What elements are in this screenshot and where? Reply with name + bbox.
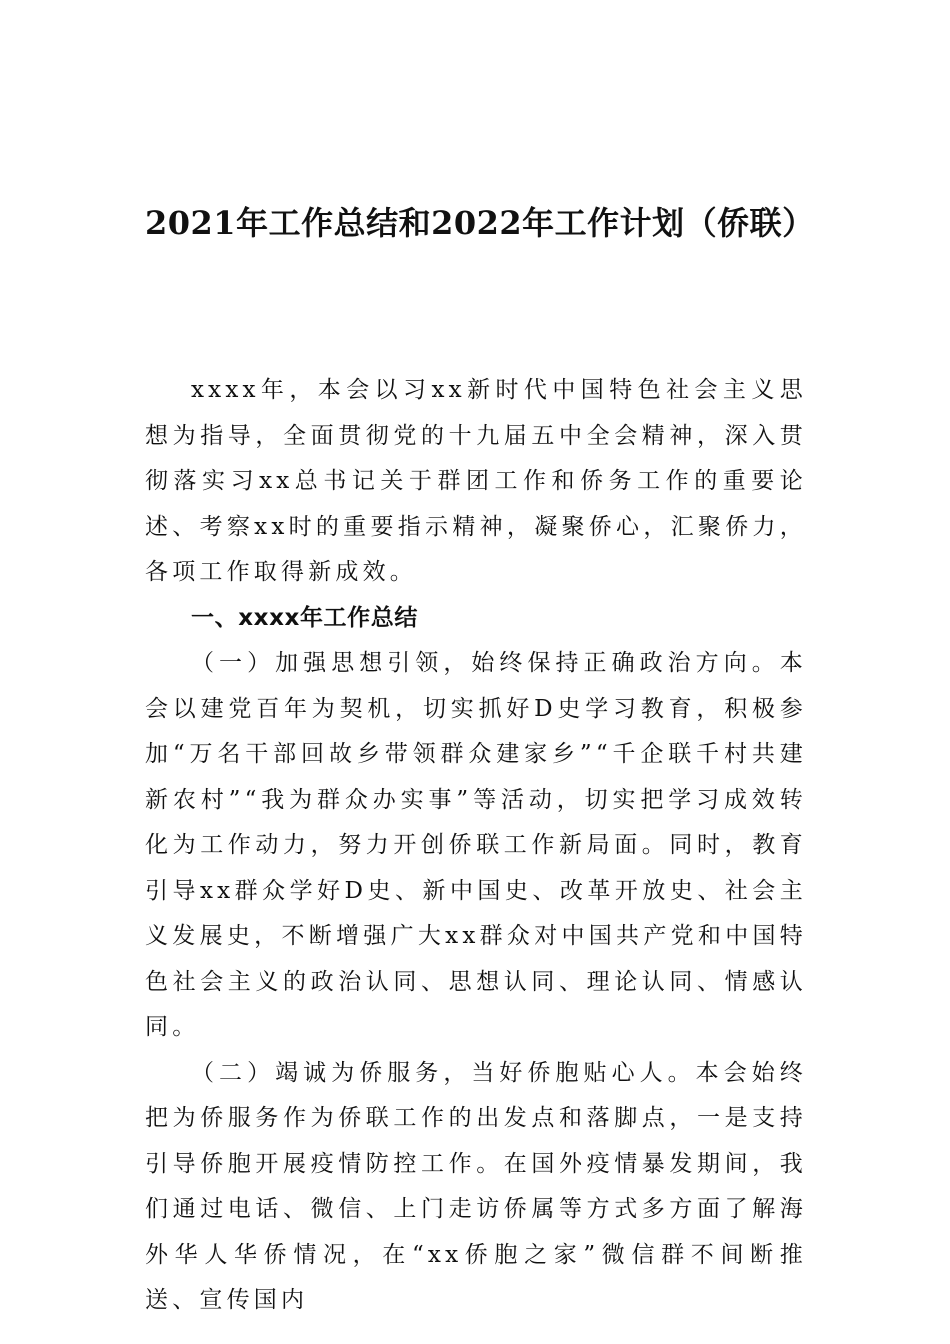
document-title: 2021年工作总结和2022年工作计划（侨联）: [145, 204, 815, 242]
section-heading: 一、xxxx年工作总结: [191, 604, 418, 631]
paragraph-overseas-service: （二）竭诚为侨服务，当好侨胞贴心人。本会始终把为侨服务作为侨联工作的出发点和落脚点，一是支持引导侨胞开展疫情防控工作。在国外疫情暴发期间，我们通过电话、微信、上门走访侨属等方式多方面了解海外华人华侨情况，在“xx侨胞之家”微信群不间断推送、宣传国内: [145, 1059, 807, 1313]
intro-paragraph: xxxx年，本会以习xx新时代中国特色社会主义思想为指导，全面贯彻党的十九届五中全会精神，深入贯彻落实习xx总书记关于群团工作和侨务工作的重要论述、考察xx时的重要指示精神，凝聚侨心，汇聚侨力，各项工作取得新成效。: [145, 377, 807, 585]
document-body: [145, 368, 807, 1324]
paragraph-thought-guidance: （一）加强思想引领，始终保持正确政治方向。本会以建党百年为契机，切实抓好D史学习教育，积极参加“万名干部回故乡带领群众建家乡”“千企联千村共建新农村”“我为群众办实事”等活动，切实把学习成效转化为工作动力，努力开创侨联工作新局面。同时，教育引导xx群众学好D史、新中国史、改革开放史、社会主义发展史，不断增强广大xx群众对中国共产党和中国特色社会主义的政治认同、思想认同、理论认同、情感认同。: [145, 650, 807, 1040]
